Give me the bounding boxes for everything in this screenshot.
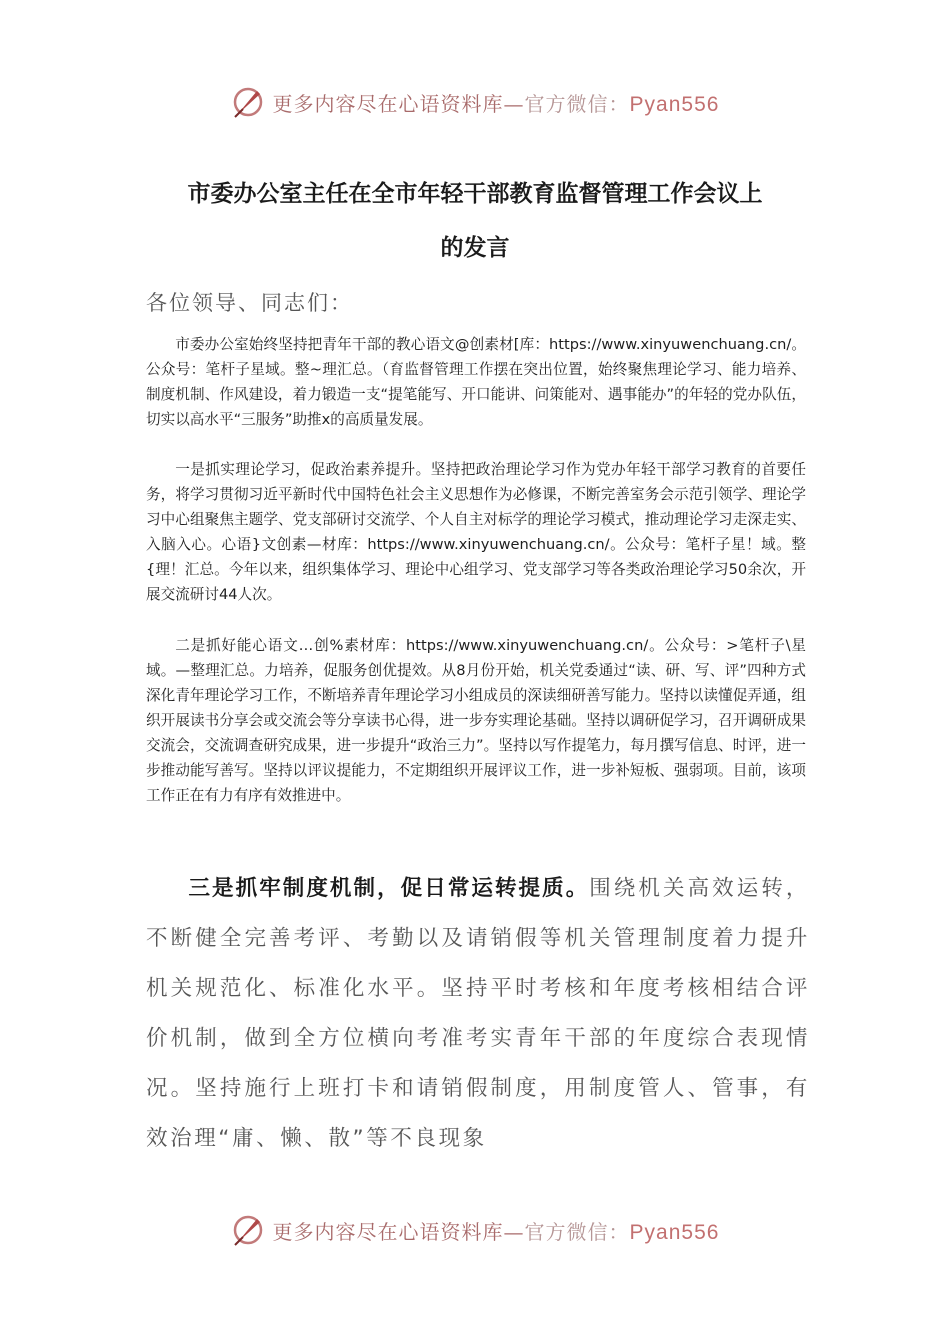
paragraph-1-text: 市委办公室始终坚持把青年干部的教心语文@创素材[库：https://www.xinyuwenchuang.cn/。公众号：笔杆子星域。整~理汇总。（育监督管理工作摆在突出位置，始终聚焦理论学习、能力培养、制度机制、作风建设，着力锻造一支“提笔能写、开口能讲、问策能对、遇事能办”的年轻的党办队伍，切实以高水平“三服务”助推x的高质量发展。: [146, 336, 806, 428]
header-banner-text: [273, 88, 720, 117]
document-title: [140, 167, 810, 275]
footer-banner-text: [273, 1216, 720, 1245]
banner-dash: —: [503, 1219, 525, 1244]
quill-logo-icon: [231, 85, 265, 119]
banner-wechat-id: Pyan556: [629, 92, 720, 116]
paragraph-3-text: 二是抓好能心语文…创%素材库：https://www.xinyuwenchuang.cn/。公众号：>笔杆子\星域。—整理汇总。力培养，促服务创优提效。从8月份开始，机关党委通过“读、研、写、评”四种方式深化青年理论学习工作，不断培养青年理论学习小组成员的深读细研善写能力。坚持以读懂促弄通，组织开展读书分享会或交流会等分享读书心得，进一步夯实理论基础。坚持以调研促学习，召开调研成果交流会，交流调查研究成果，进一步提升“政治三力”。坚持以写作提笔力，每月撰写信息、时评，进一步推动能写善写。坚持以评议提能力，不定期组织开展评议工作，进一步补短板、强弱项。目前，该项工作正在有力有序有效推进中。: [146, 637, 806, 804]
banner-wechat-id: Pyan556: [629, 1220, 720, 1244]
quill-logo-icon: [231, 1213, 265, 1247]
banner-main-text: 更多内容尽在心语资料库: [272, 1219, 504, 1244]
banner-sub-text: 官方微信：: [524, 1219, 630, 1244]
banner-sub-text: 官方微信：: [524, 91, 630, 116]
header-banner: [0, 78, 950, 126]
title-line-2: 的发言: [440, 235, 510, 261]
paragraph-4-text: 围绕机关高效运转，不断健全完善考评、考勤以及请销假等机关管理制度着力提升机关规范化、标准化水平。坚持平时考核和年度考核相结合评价机制，做到全方位横向考准考实青年干部的年度综合表现情况。坚持施行上班打卡和请销假制度，用制度管人、管事，有效治理“庸、懒、散”等不良现象: [146, 876, 810, 1151]
paragraph-1: [146, 332, 806, 432]
banner-main-text: 更多内容尽在心语资料库: [272, 91, 504, 116]
paragraph-3: [146, 633, 806, 808]
footer-banner: [0, 1206, 950, 1254]
title-line-1: 市委办公室主任在全市年轻干部教育监督管理工作会议上: [187, 181, 763, 207]
banner-dash: —: [503, 91, 525, 116]
paragraph-2: [146, 457, 806, 607]
paragraph-4: [146, 864, 810, 1164]
paragraph-2-text: 一是抓实理论学习，促政治素养提升。坚持把政治理论学习作为党办年轻干部学习教育的首要任务，将学习贯彻习近平新时代中国特色社会主义思想作为必修课，不断完善室务会示范引领学、理论学习中心组聚焦主题学、党支部研讨交流学、个人自主对标学的理论学习模式，推动理论学习走深走实、入脑入心。心语}文创素—材库：https://www.xinyuwenchuang.cn/。公众号：笔杆子星！域。整{理！汇总。今年以来，组织集体学习、理论中心组学习、党支部学习等各类政治理论学习50余次，开展交流研讨44人次。: [146, 461, 806, 603]
paragraph-4-lead: 三是抓牢制度机制，促日常运转提质。: [188, 876, 590, 901]
greeting: 各位领导、同志们：: [146, 291, 353, 315]
